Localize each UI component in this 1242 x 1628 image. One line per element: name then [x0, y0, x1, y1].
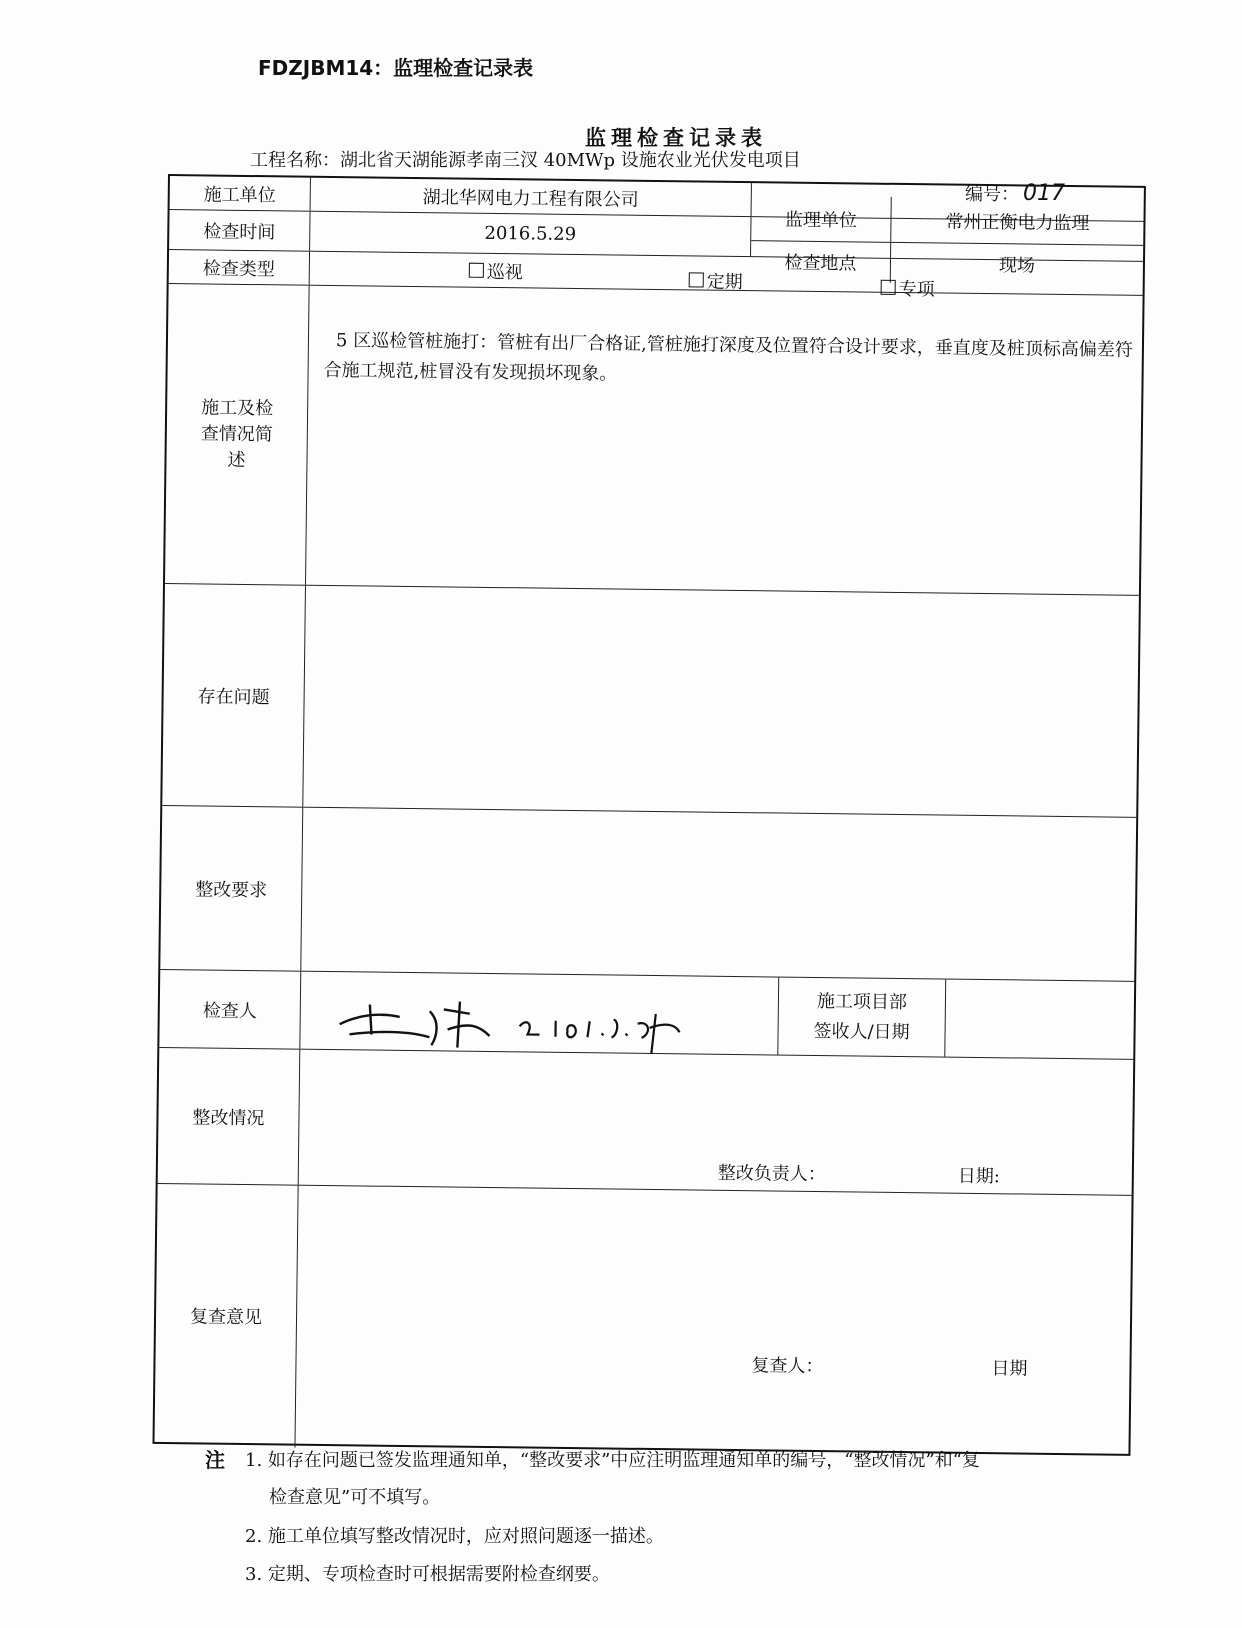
supervision-unit-label: 监理单位 [751, 195, 892, 243]
option-label: 定期 [706, 271, 743, 293]
rectify-date-label: 日期: [957, 1165, 1001, 1188]
inspection-form [152, 174, 1145, 1456]
problems-label: 存在问题 [162, 584, 306, 807]
rectify-person-label: 整改负责人： [717, 1162, 826, 1186]
inspector-label: 检查人 [159, 970, 301, 1049]
check-type-special[interactable] [881, 278, 935, 300]
note-1-line-1: 1. 如存在问题已签发监理通知单，“整改要求”中应注明监理通知单的编号，“整改情况”和“复 [245, 1450, 980, 1471]
review-date-label: 日期 [991, 1358, 1028, 1380]
notes-heading: 注 [205, 1448, 225, 1472]
signature-icon [319, 990, 740, 1059]
row-description [165, 284, 1143, 596]
check-place-value: 现场 [998, 255, 1036, 277]
signature-text [320, 990, 321, 991]
check-type-patrol[interactable] [469, 254, 523, 288]
review-label: 复查意见 [154, 1184, 298, 1448]
row-review [154, 1184, 1131, 1458]
note-3: 3. 定期、专项检查时可根据需要附检查纲要。 [245, 1564, 610, 1585]
option-label: 专项 [898, 278, 935, 300]
number-value: 017 [1023, 181, 1065, 206]
check-type-label: 检查类型 [169, 250, 310, 285]
row-problems [162, 584, 1139, 818]
checkbox-icon [469, 263, 484, 278]
check-place-label: 检查地点 [751, 241, 891, 283]
document-code-title: FDZJBM14：监理检查记录表 [258, 56, 534, 80]
checkbox-icon [689, 272, 704, 287]
row-inspector [159, 970, 1134, 1060]
check-time-label: 检查时间 [169, 210, 310, 251]
supervision-unit-value: 常州正衡电力监理 [891, 197, 1144, 246]
construction-unit-label: 施工单位 [170, 176, 311, 211]
number-label: 编号： [965, 184, 1019, 205]
receiver-date-label: 签收人/日期 [813, 1020, 910, 1043]
description-label: 施工及检查情况简述 [165, 284, 310, 585]
project-dept-receiver-value[interactable] [945, 980, 1134, 1059]
document-title: 监理检查记录表 [585, 126, 767, 150]
rectify-requirement-label: 整改要求 [160, 806, 303, 971]
check-time-value: 2016.5.29 [310, 212, 751, 256]
project-name: 工程名称：湖北省天湖能源孝南三汊 40MWp 设施农业光伏发电项目 [250, 150, 801, 171]
note-2: 2. 施工单位填写整改情况时，应对照问题逐一描述。 [245, 1526, 664, 1547]
description-text: 5 区巡检管桩施打：管桩有出厂合格证,管桩施打深度及位置符合设计要求，垂直度及桩顶标高偏差符合施工规范,桩冒没有发现损坏现象。 [323, 330, 1133, 385]
check-type-regular[interactable] [689, 270, 743, 293]
option-label: 巡视 [486, 261, 523, 283]
row-rectify-requirement [160, 806, 1136, 982]
reviewer-label: 复查人： [751, 1355, 824, 1378]
row-rectify-status [158, 1048, 1134, 1196]
construction-unit-value: 湖北华网电力工程有限公司 [311, 178, 752, 216]
note-1-line-2: 检查意见”可不填写。 [269, 1487, 441, 1508]
project-dept-receiver-label [777, 978, 946, 1057]
project-dept-label: 施工项目部 [816, 990, 908, 1013]
rectify-status-label: 整改情况 [158, 1048, 301, 1185]
